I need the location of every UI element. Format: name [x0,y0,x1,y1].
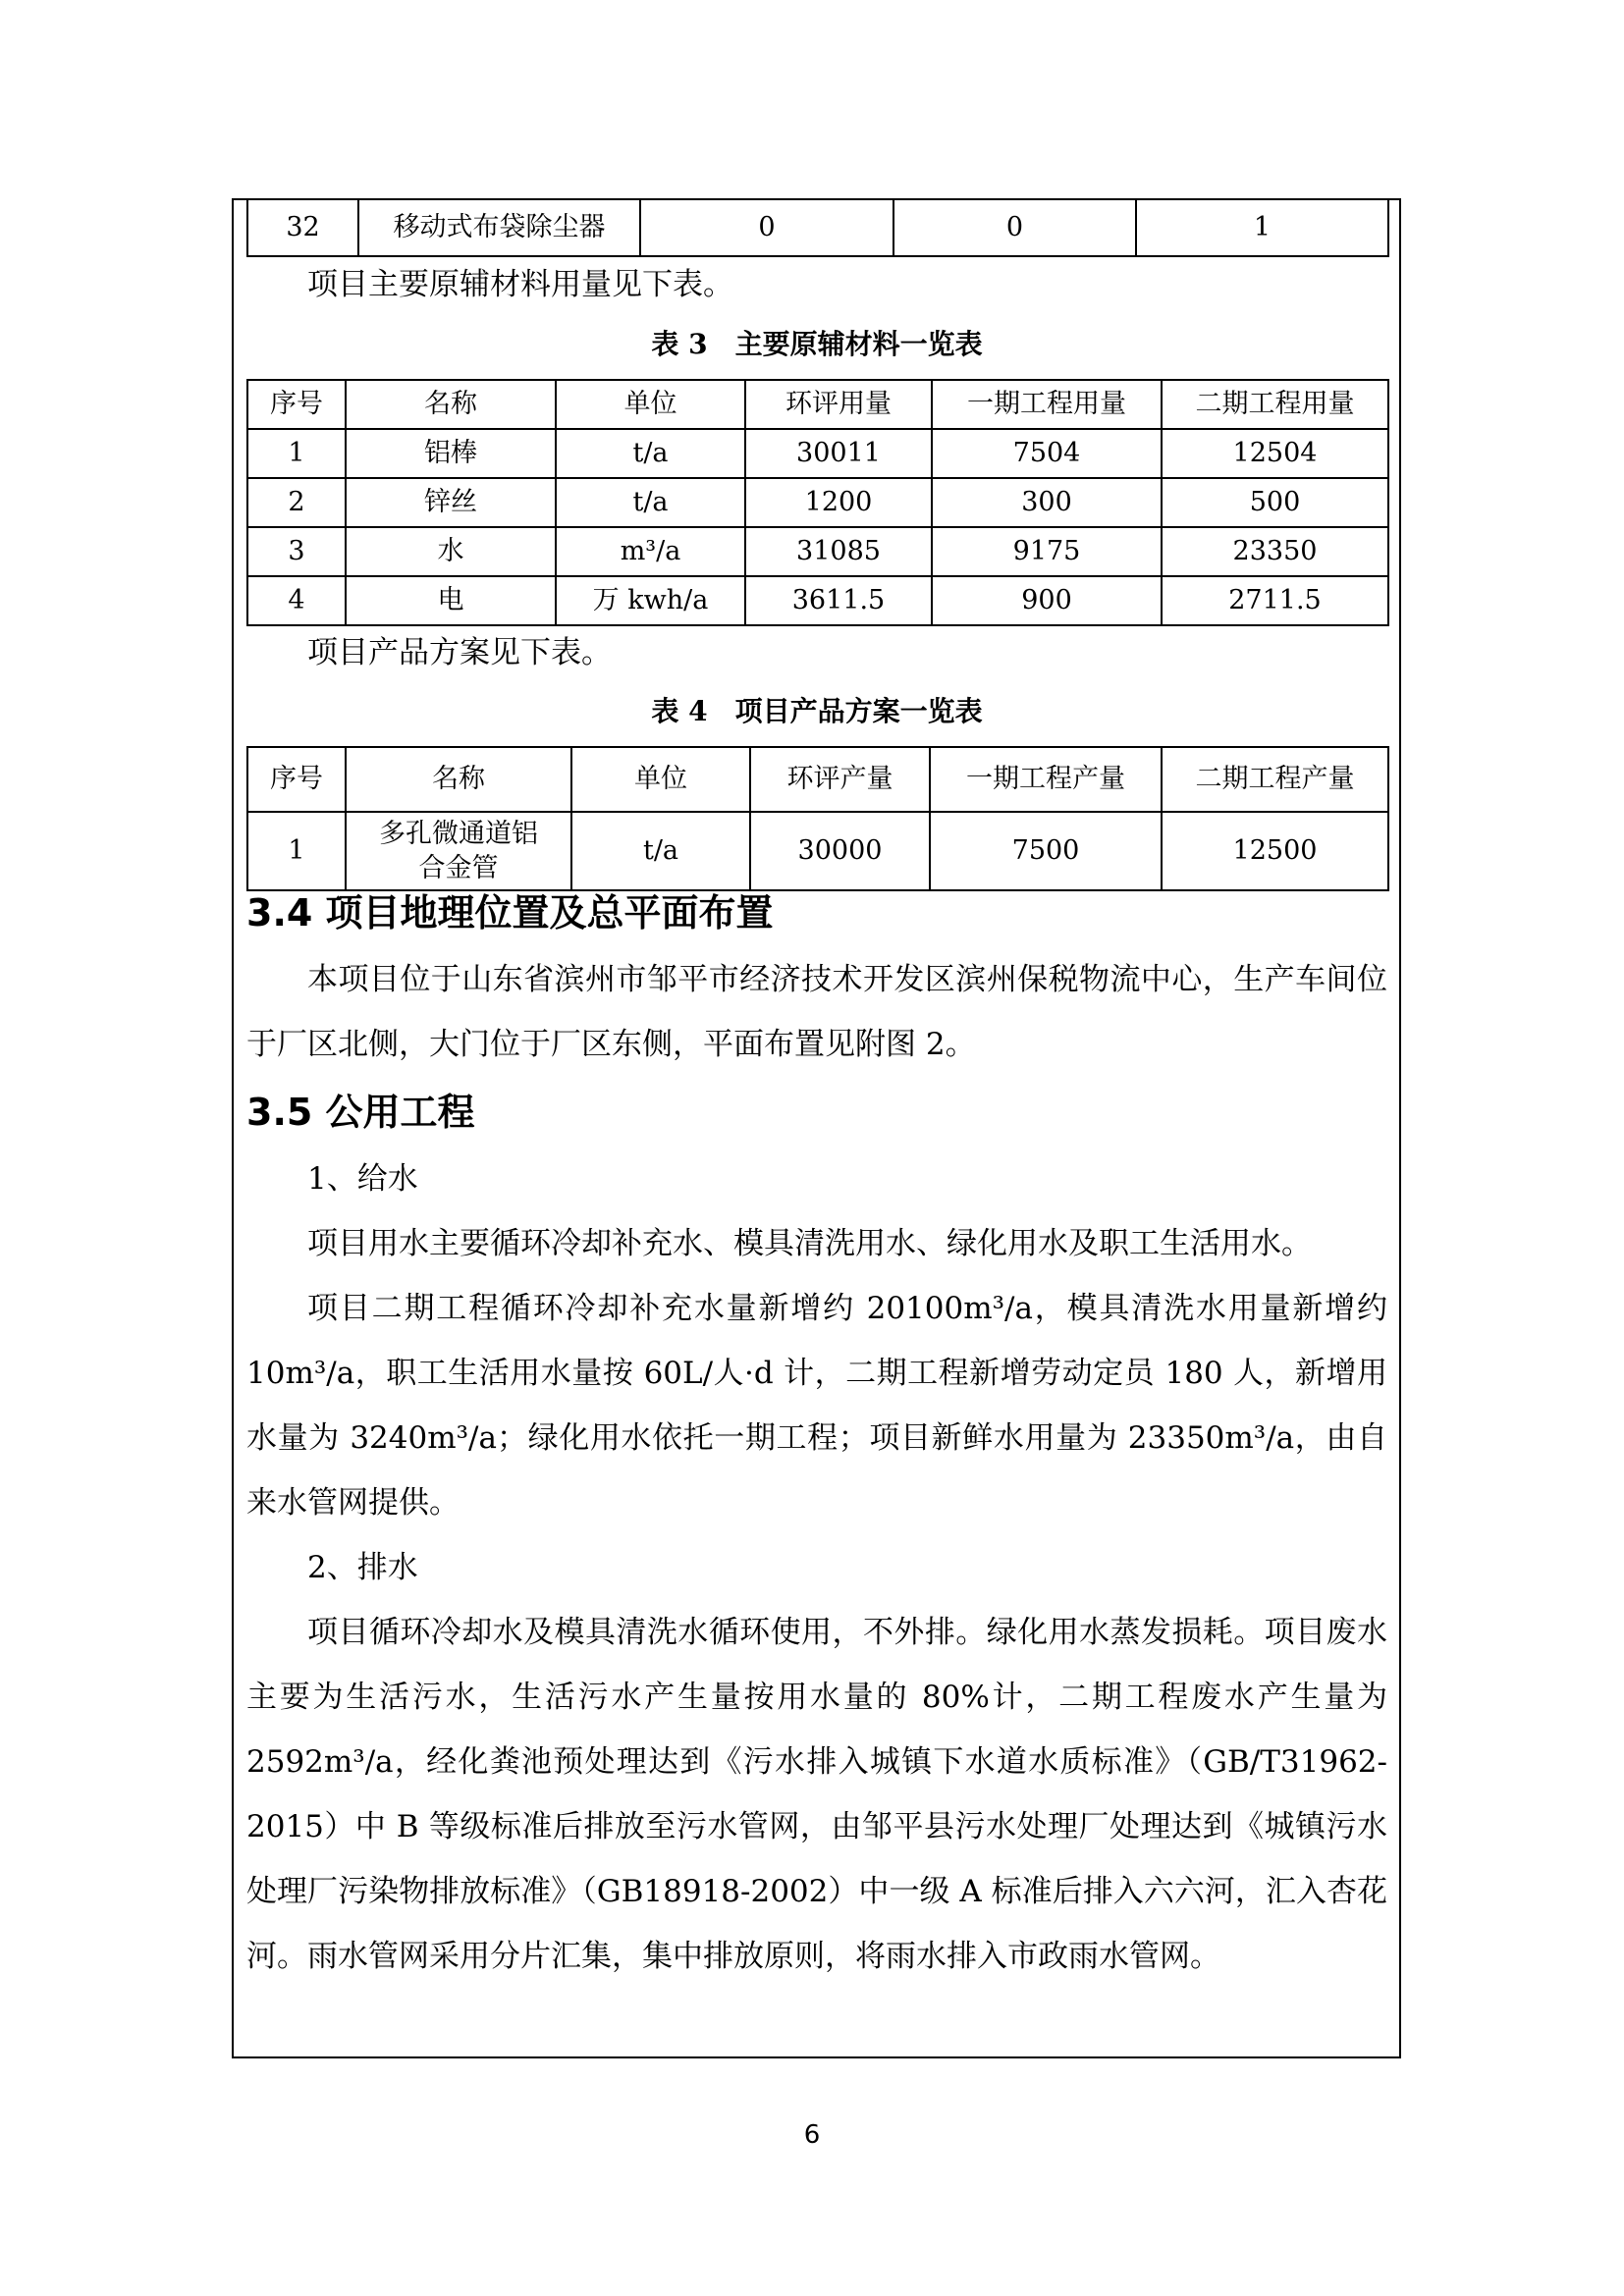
table-header: 单位 [556,380,745,429]
table-cell: 30011 [745,429,932,478]
table-cell: 500 [1162,478,1388,527]
table-cell: 30000 [750,812,930,890]
table-row [247,576,1388,625]
subsection-label: 1、给水 [307,1161,418,1197]
table-cell: 900 [932,576,1162,625]
table-cell: 锌丝 [346,478,556,527]
table-header: 二期工程产量 [1162,747,1388,812]
equipment-table [246,198,1389,257]
table-cell: 1 [1136,199,1388,256]
table-cell: 31085 [745,527,932,576]
table-cell: 9175 [932,527,1162,576]
table-cell: 水 [346,527,556,576]
table-cell: 0 [640,199,893,256]
table-header: 一期工程用量 [932,380,1162,429]
section-3-5 [246,1078,1387,1989]
table-header: 序号 [247,747,346,812]
table-cell: 电 [346,576,556,625]
table-cell: m³/a [556,527,745,576]
table-row [247,199,1388,256]
table-cell: 多孔微通道铝合金管 [346,812,571,890]
materials-intro [246,252,1387,317]
table-cell: 0 [893,199,1136,256]
products-intro-text: 项目产品方案见下表。 [307,635,612,670]
table3-wrap [246,379,1387,626]
table-header-row [247,380,1388,429]
table-row [247,527,1388,576]
table4-wrap [246,746,1387,891]
table-header: 环评产量 [750,747,930,812]
table-row [247,429,1388,478]
table-cell: 铝棒 [346,429,556,478]
table-cell: t/a [556,429,745,478]
table3 [246,379,1389,626]
table3-caption: 表 3 主要原辅材料一览表 [651,328,983,360]
table-header: 二期工程用量 [1162,380,1388,429]
table-cell: 12500 [1162,812,1388,890]
table-cell: 3 [247,527,346,576]
materials-intro-text: 项目主要原辅材料用量见下表。 [307,267,733,302]
table-cell: 1 [247,429,346,478]
table-cell: 2711.5 [1162,576,1388,625]
table-row [247,478,1388,527]
table-cell: t/a [556,478,745,527]
table-header: 单位 [571,747,750,812]
table-cell: 4 [247,576,346,625]
table-cell: 1200 [745,478,932,527]
section-paragraph: 项目二期工程循环冷却补充水量新增约 20100m³/a，模具清洗水用量新增约 10m³/a，职工生活用水量按 60L/人·d 计，二期工程新增劳动定员 180 人，新增用水量为 3240m³/a；绿化用水依托一期工程；项目新鲜水用量为 23350m³/a，由自来水管网提供。 [246,1291,1387,1521]
section-heading: 3.4 项目地理位置及总平面布置 [246,891,774,934]
table4 [246,746,1389,891]
page-number: 6 [803,2120,821,2150]
table4-caption-wrap [246,679,1387,744]
table-cell: 1 [247,812,346,890]
table-cell: 7500 [930,812,1162,890]
section-3-4 [246,879,1387,1077]
table-cell: 12504 [1162,429,1388,478]
table-cell: 万 kwh/a [556,576,745,625]
products-intro [246,620,1387,685]
section-paragraph: 本项目位于山东省滨州市邹平市经济技术开发区滨州保税物流中心，生产车间位于厂区北侧，大门位于厂区东侧，平面布置见附图 2。 [246,962,1387,1062]
table-header: 序号 [247,380,346,429]
table-header: 名称 [346,747,571,812]
table-cell: 32 [247,199,358,256]
subsection-label: 2、排水 [307,1550,418,1585]
table-cell: 移动式布袋除尘器 [358,199,640,256]
table-cell: 23350 [1162,527,1388,576]
table-cell: 2 [247,478,346,527]
equipment-table-fragment [246,198,1387,257]
table-cell: 7504 [932,429,1162,478]
table-header-row [247,747,1388,812]
table-header: 环评用量 [745,380,932,429]
table3-caption-wrap [246,312,1387,377]
table-cell: 300 [932,478,1162,527]
table-header: 名称 [346,380,556,429]
table-header: 一期工程产量 [930,747,1162,812]
table4-caption: 表 4 项目产品方案一览表 [651,695,983,727]
table-cell: t/a [571,812,750,890]
section-paragraph: 项目用水主要循环冷却补充水、模具清洗用水、绿化用水及职工生活用水。 [307,1226,1312,1261]
section-heading: 3.5 公用工程 [246,1091,475,1134]
section-paragraph: 项目循环冷却水及模具清洗水循环使用，不外排。绿化用水蒸发损耗。项目废水主要为生活污水，生活污水产生量按用水量的 80%计，二期工程废水产生量为 2592m³/a，经化粪池预处理达到《污水排入城镇下水道水质标准》（GB/T31962-2015）中 B 等级标准后排放至污水管网，由邹平县污水处理厂处理达到《城镇污水处理厂污染物排放标准》（GB18918-2002）中一级 A 标准后排入六六河，汇入杏花河。雨水管网采用分片汇集，集中排放原则，将雨水排入市政雨水管网。 [246,1615,1387,1974]
table-cell: 3611.5 [745,576,932,625]
